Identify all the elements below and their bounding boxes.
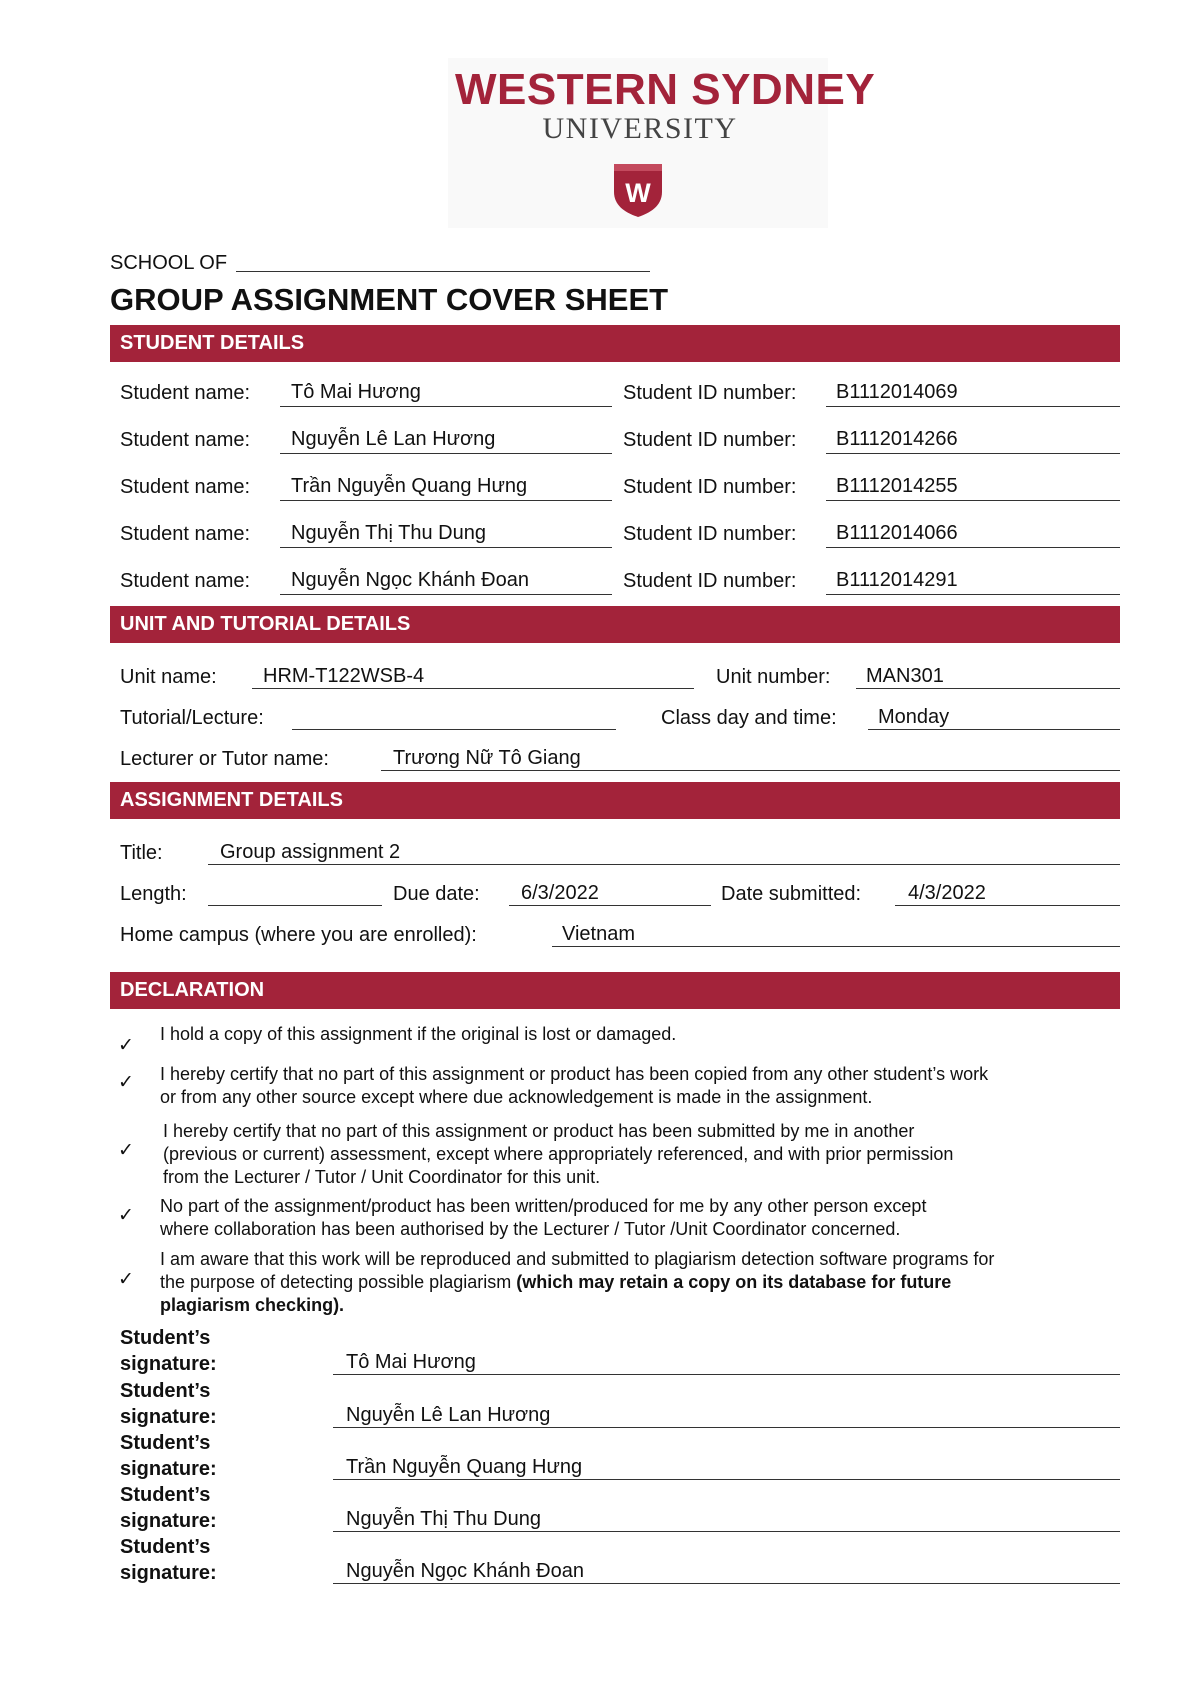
declaration-text: I hereby certify that no part of this assignment or product has been copied from any other student’s work	[160, 1064, 989, 1084]
declaration-item	[160, 1248, 1110, 1317]
student-id-value: B1112014266	[836, 428, 958, 450]
student-id-label: Student ID number:	[623, 523, 797, 545]
student-name-line	[280, 453, 612, 454]
student-name-label: Student name:	[120, 382, 251, 404]
student-id-label: Student ID number:	[623, 476, 797, 498]
checkmark-icon: ✓	[118, 1269, 134, 1290]
class-time-label: Class day and time:	[661, 707, 837, 729]
length-line	[208, 905, 382, 906]
declaration-item	[163, 1120, 1113, 1189]
declaration-item	[160, 1063, 1110, 1109]
class-time-line	[868, 729, 1120, 730]
unit-number-label: Unit number:	[716, 666, 831, 688]
declaration-header	[110, 972, 1120, 1009]
logo-subtitle: UNIVERSITY	[542, 112, 738, 145]
declaration-text: from the Lecturer / Tutor / Unit Coordinator for this unit.	[163, 1167, 601, 1187]
tutorial-label: Tutorial/Lecture:	[120, 707, 264, 729]
student-name-value: Tô Mai Hương	[291, 381, 421, 403]
declaration-text: I hereby certify that no part of this assignment or product has been submitted by me in another	[163, 1121, 915, 1141]
signature-label-line: signature:	[120, 1562, 217, 1584]
signature-label	[120, 1482, 217, 1534]
assignment-title-value: Group assignment 2	[220, 841, 401, 863]
student-id-label: Student ID number:	[623, 429, 797, 451]
student-name-line	[280, 406, 612, 407]
lecturer-line	[381, 770, 1120, 771]
section-title: STUDENT DETAILS	[120, 332, 305, 354]
due-date-value: 6/3/2022	[521, 882, 599, 904]
student-name-label: Student name:	[120, 570, 251, 592]
svg-text:W: W	[625, 178, 651, 208]
student-id-value: B1112014066	[836, 522, 958, 544]
home-campus-line	[552, 946, 1120, 947]
student-id-label: Student ID number:	[623, 382, 797, 404]
declaration-item	[160, 1023, 1110, 1046]
signature-value: Nguyễn Lê Lan Hương	[346, 1404, 551, 1426]
student-id-line	[826, 453, 1120, 454]
student-name-label: Student name:	[120, 476, 251, 498]
student-name-value: Trần Nguyễn Quang Hưng	[291, 475, 528, 497]
signature-label-line: signature:	[120, 1406, 217, 1428]
declaration-item	[160, 1195, 1110, 1241]
length-label: Length:	[120, 883, 187, 905]
signature-value: Nguyễn Thị Thu Dung	[346, 1508, 541, 1530]
unit-name-value: HRM-T122WSB-4	[263, 665, 425, 687]
signature-line	[333, 1427, 1120, 1428]
section-title: DECLARATION	[120, 979, 265, 1001]
section-title: UNIT AND TUTORIAL DETAILS	[120, 613, 411, 635]
student-details-header	[110, 325, 1120, 362]
class-time-value: Monday	[878, 706, 950, 728]
signature-label-line: signature:	[120, 1353, 217, 1375]
student-name-line	[280, 594, 612, 595]
declaration-text: I hold a copy of this assignment if the original is lost or damaged.	[160, 1024, 677, 1044]
student-id-value: B1112014291	[836, 569, 958, 591]
declaration-text: where collaboration has been authorised by the Lecturer / Tutor /Unit Coordinator concerned.	[160, 1219, 901, 1239]
student-id-value: B1112014069	[836, 381, 958, 403]
university-shield-icon	[612, 162, 664, 223]
signature-label-line: Student’s	[120, 1484, 211, 1506]
student-id-label: Student ID number:	[623, 570, 797, 592]
student-id-line	[826, 594, 1120, 595]
declaration-text: or from any other source except where due acknowledgement is made in the assignment.	[160, 1087, 873, 1107]
declaration-text	[160, 1271, 1110, 1294]
student-id-line	[826, 547, 1120, 548]
signature-line	[333, 1531, 1120, 1532]
school-label: SCHOOL OF	[110, 252, 228, 274]
signature-label-line: signature:	[120, 1510, 217, 1532]
title-line	[208, 864, 1120, 865]
student-name-line	[280, 500, 612, 501]
student-name-value: Nguyễn Lê Lan Hương	[291, 428, 496, 450]
date-submitted-line	[895, 905, 1120, 906]
signature-line	[333, 1583, 1120, 1584]
section-title: ASSIGNMENT DETAILS	[120, 789, 343, 811]
lecturer-value: Trương Nữ Tô Giang	[393, 747, 581, 769]
signature-label-line: Student’s	[120, 1432, 211, 1454]
student-name-label: Student name:	[120, 523, 251, 545]
title-label: Title:	[120, 842, 163, 864]
assignment-details-header	[110, 782, 1120, 819]
date-submitted-value: 4/3/2022	[908, 882, 986, 904]
signature-label	[120, 1378, 217, 1430]
due-date-label: Due date:	[393, 883, 480, 905]
signature-value: Trần Nguyễn Quang Hưng	[346, 1456, 583, 1478]
checkmark-icon: ✓	[118, 1072, 134, 1093]
unit-number-value: MAN301	[866, 665, 944, 687]
page-title: GROUP ASSIGNMENT COVER SHEET	[110, 282, 669, 317]
lecturer-label: Lecturer or Tutor name:	[120, 748, 329, 770]
logo-wordmark: WESTERN SYDNEY	[455, 65, 876, 114]
school-input-line	[236, 271, 650, 272]
declaration-text: No part of the assignment/product has been written/produced for me by any other person except	[160, 1196, 927, 1216]
signature-label-line: signature:	[120, 1458, 217, 1480]
checkmark-icon: ✓	[118, 1140, 134, 1161]
signature-line	[333, 1479, 1120, 1480]
student-id-line	[826, 500, 1120, 501]
declaration-text-bold: (which may retain a copy on its database for future	[516, 1272, 952, 1292]
student-id-value: B1112014255	[836, 475, 958, 497]
checkmark-icon: ✓	[118, 1205, 134, 1226]
declaration-text-bold: plagiarism checking).	[160, 1295, 345, 1315]
tutorial-line	[292, 729, 616, 730]
signature-label-line: Student’s	[120, 1380, 211, 1402]
declaration-text: (previous or current) assessment, except where appropriately referenced, and with prior permission	[163, 1144, 954, 1164]
due-date-line	[509, 905, 711, 906]
signature-label	[120, 1430, 217, 1482]
signature-label-line: Student’s	[120, 1536, 211, 1558]
declaration-text: I am aware that this work will be reproduced and submitted to plagiarism detection software programs for	[160, 1249, 995, 1269]
date-submitted-label: Date submitted:	[721, 883, 862, 905]
signature-label	[120, 1534, 217, 1586]
declaration-text-plain: the purpose of detecting possible plagiarism	[160, 1272, 517, 1292]
home-campus-label: Home campus (where you are enrolled):	[120, 924, 477, 946]
home-campus-value: Vietnam	[562, 923, 636, 945]
checkmark-icon: ✓	[118, 1035, 134, 1056]
signature-line	[333, 1374, 1120, 1375]
signature-value: Nguyễn Ngọc Khánh Đoan	[346, 1560, 584, 1582]
unit-number-line	[856, 688, 1120, 689]
unit-name-line	[252, 688, 694, 689]
unit-details-header	[110, 606, 1120, 643]
student-name-value: Nguyễn Ngọc Khánh Đoan	[291, 569, 529, 591]
signature-label-line: Student’s	[120, 1327, 211, 1349]
signature-label	[120, 1325, 217, 1377]
student-name-line	[280, 547, 612, 548]
signature-value: Tô Mai Hương	[346, 1351, 476, 1373]
unit-name-label: Unit name:	[120, 666, 217, 688]
student-id-line	[826, 406, 1120, 407]
student-name-label: Student name:	[120, 429, 251, 451]
student-name-value: Nguyễn Thị Thu Dung	[291, 522, 486, 544]
